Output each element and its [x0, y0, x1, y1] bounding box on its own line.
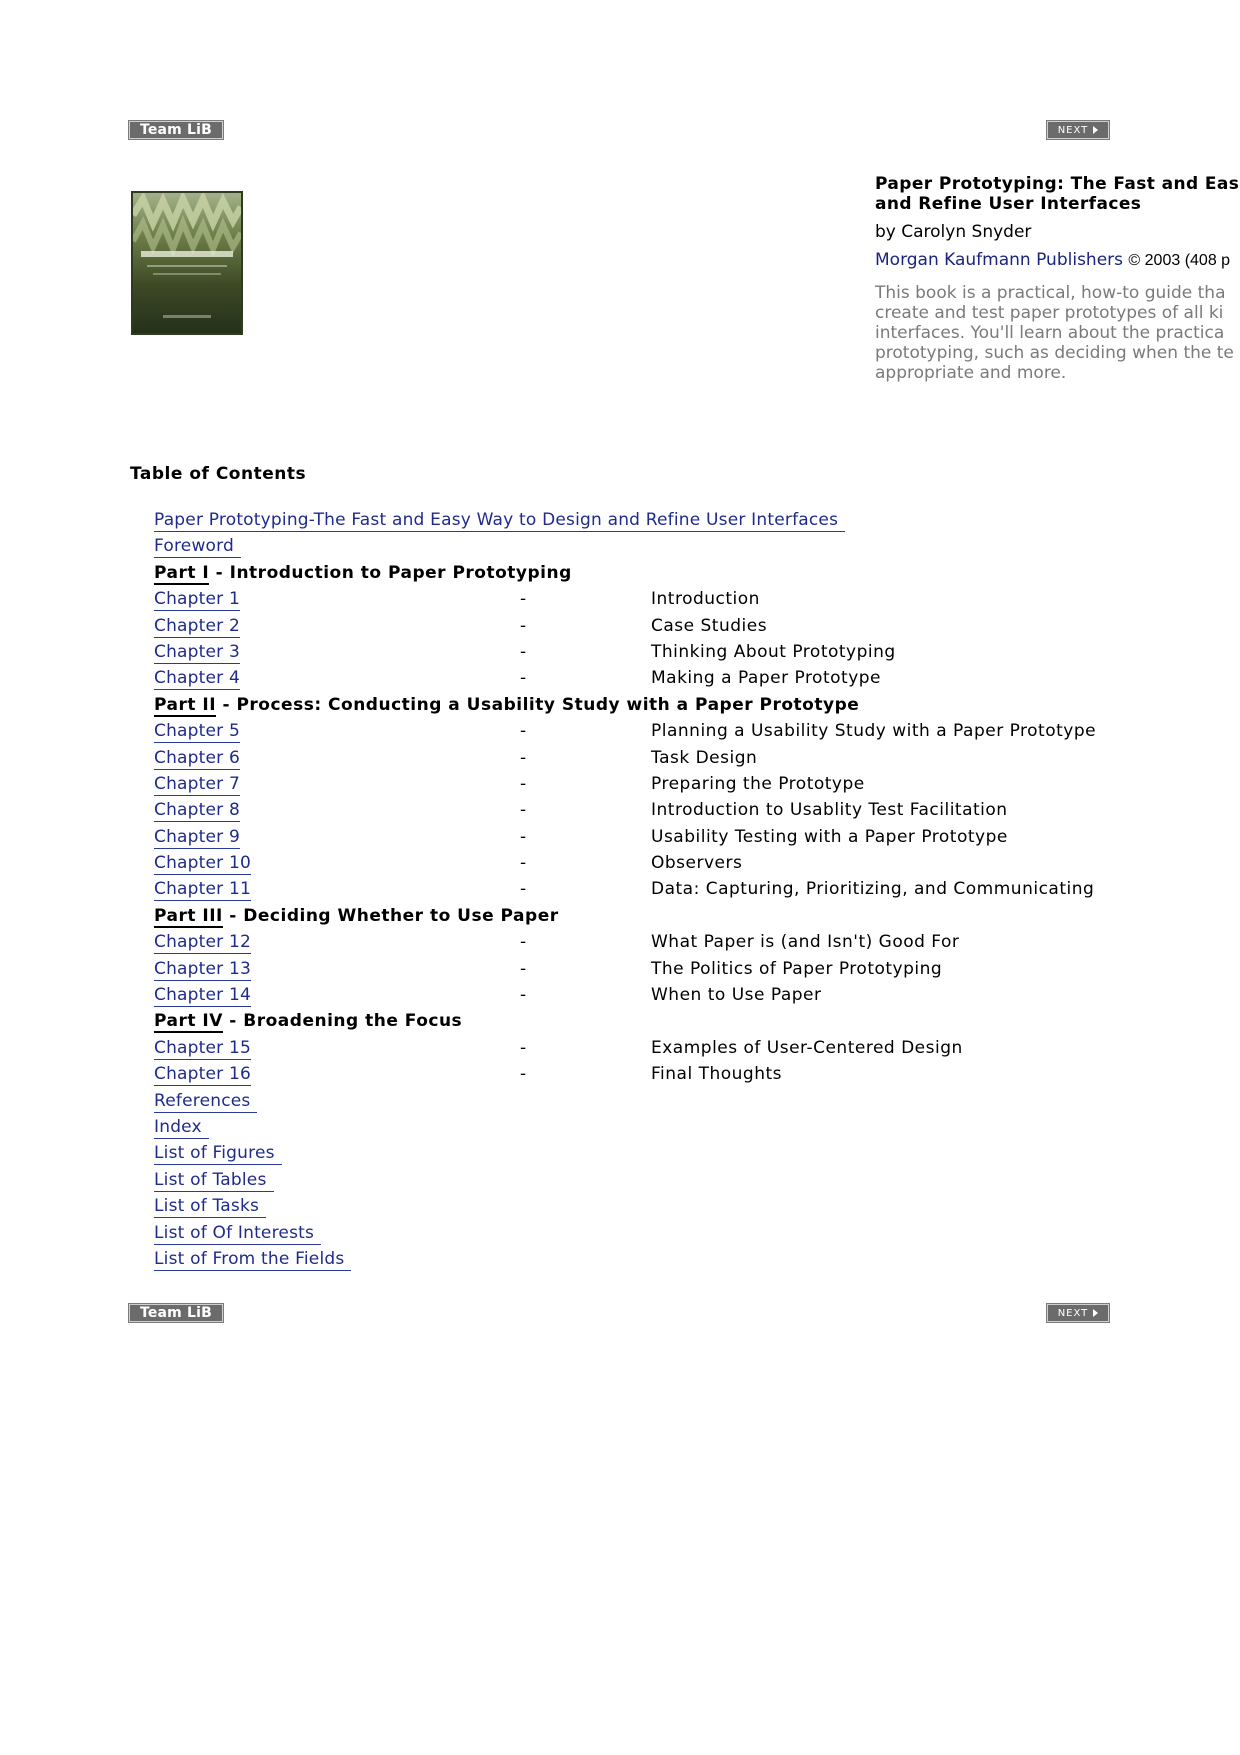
toc-dash: - [520, 773, 527, 794]
toc-chapter-title: Preparing the Prototype [651, 773, 865, 794]
toc-chapter-link[interactable]: Chapter 2 [154, 615, 240, 636]
toc-chapter-link[interactable]: Chapter 4 [154, 668, 240, 689]
toc-chapter-title: Examples of User-Centered Design [651, 1037, 963, 1058]
toc-chapter-row [154, 1036, 1154, 1062]
toc-chapter-link[interactable]: Chapter 13 [154, 958, 252, 979]
toc-dash: - [520, 615, 527, 636]
toc-link-list-of-tasks[interactable]: List of Tasks [154, 1196, 266, 1218]
team-lib-button-bottom[interactable] [128, 1303, 224, 1323]
toc-part-row [154, 1009, 1154, 1035]
toc-dash: - [520, 853, 527, 874]
toc-chapter-row [154, 587, 1154, 613]
toc-chapter-title: Observers [651, 853, 743, 874]
book-cover-image [131, 191, 243, 335]
toc-chapter-title: Planning a Usability Study with a Paper Prototype [651, 721, 1097, 742]
toc-chapter-link[interactable]: Chapter 5 [154, 721, 240, 742]
toc-part-link[interactable]: Part II [154, 694, 217, 715]
team-lib-label: Team LiB [139, 122, 213, 138]
toc-dash: - [520, 668, 527, 689]
toc-chapter-row [154, 1062, 1154, 1088]
toc-chapter-row [154, 825, 1154, 851]
cover-art-icon [133, 193, 241, 333]
book-author: by Carolyn Snyder [875, 222, 1032, 242]
toc-chapter-title: Introduction to Usablity Test Facilitation [651, 800, 1008, 821]
toc-dash: - [520, 721, 527, 742]
toc-dash: - [520, 641, 527, 662]
toc-chapter-title: Final Thoughts [651, 1064, 783, 1085]
toc-row [154, 1168, 1154, 1194]
description-line: appropriate and more. [875, 363, 1067, 383]
toc-chapter-title: Thinking About Prototyping [651, 641, 896, 662]
toc-dash: - [520, 879, 527, 900]
toc-row [154, 1194, 1154, 1220]
toc-chapter-title: Introduction [651, 589, 760, 610]
next-button-bottom[interactable] [1046, 1303, 1110, 1323]
toc-chapter-link[interactable]: Chapter 14 [154, 985, 252, 1006]
description-line: This book is a practical, how-to guide tha [875, 283, 1226, 303]
next-label: NEXT [1057, 124, 1089, 136]
toc-chapter-title: What Paper is (and Isn't) Good For [651, 932, 960, 953]
toc-row [154, 534, 1154, 560]
toc-link-book-title[interactable]: Paper Prototyping-The Fast and Easy Way to Design and Refine User Interfaces [154, 510, 845, 532]
toc-chapter-title: Data: Capturing, Prioritizing, and Communicating [651, 879, 1095, 900]
toc-part-row [154, 693, 1154, 719]
toc-chapter-row [154, 640, 1154, 666]
book-publisher-line [875, 250, 1240, 271]
toc-dash: - [520, 800, 527, 821]
toc-chapter-title: Usability Testing with a Paper Prototype [651, 826, 1008, 847]
toc-part-row [154, 904, 1154, 930]
toc-dash: - [520, 826, 527, 847]
toc-chapter-link[interactable]: Chapter 11 [154, 879, 252, 900]
book-title [875, 174, 1240, 214]
toc-chapter-link[interactable]: Chapter 16 [154, 1064, 252, 1085]
toc-link-index[interactable]: Index [154, 1117, 209, 1139]
next-arrow-icon [1093, 126, 1098, 134]
toc-list [154, 508, 1154, 1273]
toc-chapter-row [154, 772, 1154, 798]
toc-part-link[interactable]: Part III [154, 905, 223, 926]
toc-chapter-row [154, 746, 1154, 772]
toc-part-link[interactable]: Part I [154, 562, 210, 583]
toc-chapter-row [154, 983, 1154, 1009]
toc-chapter-row [154, 614, 1154, 640]
book-title-line: Paper Prototyping: The Fast and Eas [875, 174, 1240, 194]
toc-link-list-of-from-the-fields[interactable]: List of From the Fields [154, 1249, 351, 1271]
team-lib-label: Team LiB [139, 1305, 213, 1321]
toc-chapter-link[interactable]: Chapter 8 [154, 800, 240, 821]
description-line: create and test paper prototypes of all ki [875, 303, 1224, 323]
book-copyright-meta: © 2003 (408 p [1128, 252, 1231, 269]
toc-chapter-row [154, 666, 1154, 692]
toc-dash: - [520, 747, 527, 768]
toc-chapter-link[interactable]: Chapter 10 [154, 853, 252, 874]
toc-heading: Table of Contents [130, 464, 307, 484]
toc-chapter-title: Task Design [651, 747, 758, 768]
toc-chapter-row [154, 851, 1154, 877]
toc-row [154, 1089, 1154, 1115]
toc-part-title: - Deciding Whether to Use Paper [222, 905, 559, 926]
book-info [875, 174, 1240, 383]
toc-chapter-link[interactable]: Chapter 15 [154, 1037, 252, 1058]
toc-dash: - [520, 958, 527, 979]
toc-chapter-link[interactable]: Chapter 9 [154, 826, 240, 847]
toc-link-list-of-of-interests[interactable]: List of Of Interests [154, 1223, 321, 1245]
toc-link-list-of-figures[interactable]: List of Figures [154, 1143, 282, 1165]
toc-row [154, 1115, 1154, 1141]
toc-chapter-row [154, 798, 1154, 824]
book-title-line: and Refine User Interfaces [875, 194, 1142, 214]
team-lib-button-top[interactable] [128, 120, 224, 140]
toc-chapter-link[interactable]: Chapter 6 [154, 747, 240, 768]
toc-chapter-row [154, 877, 1154, 903]
toc-chapter-title: Case Studies [651, 615, 768, 636]
toc-link-foreword[interactable]: Foreword [154, 536, 241, 558]
toc-chapter-title: Making a Paper Prototype [651, 668, 882, 689]
toc-dash: - [520, 932, 527, 953]
toc-part-link[interactable]: Part IV [154, 1011, 223, 1032]
toc-row [154, 1221, 1154, 1247]
toc-chapter-link[interactable]: Chapter 7 [154, 773, 240, 794]
toc-chapter-title: When to Use Paper [651, 985, 822, 1006]
toc-chapter-row [154, 719, 1154, 745]
toc-chapter-row [154, 957, 1154, 983]
publisher-link[interactable]: Morgan Kaufmann Publishers [875, 250, 1124, 270]
toc-chapter-link[interactable]: Chapter 3 [154, 641, 240, 662]
toc-chapter-link[interactable]: Chapter 12 [154, 932, 252, 953]
next-label: NEXT [1057, 1307, 1089, 1319]
toc-chapter-title: The Politics of Paper Prototyping [651, 958, 943, 979]
toc-chapter-link[interactable]: Chapter 1 [154, 589, 240, 610]
toc-chapter-row [154, 930, 1154, 956]
next-button-top[interactable] [1046, 120, 1110, 140]
toc-dash: - [520, 1064, 527, 1085]
toc-part-row [154, 561, 1154, 587]
description-line: interfaces. You'll learn about the practica [875, 323, 1225, 343]
toc-link-references[interactable]: References [154, 1091, 257, 1113]
toc-row [154, 1141, 1154, 1167]
toc-part-title: - Process: Conducting a Usability Study with a Paper Prototype [216, 694, 860, 715]
toc-part-title: - Broadening the Focus [222, 1011, 463, 1032]
book-description [875, 283, 1240, 383]
description-line: prototyping, such as deciding when the te [875, 343, 1234, 363]
toc-dash: - [520, 589, 527, 610]
toc-dash: - [520, 985, 527, 1006]
toc-link-list-of-tables[interactable]: List of Tables [154, 1170, 274, 1192]
toc-dash: - [520, 1037, 527, 1058]
toc-row [154, 1247, 1154, 1273]
toc-row [154, 508, 1154, 534]
toc-part-title: - Introduction to Paper Prototyping [209, 562, 572, 583]
next-arrow-icon [1093, 1309, 1098, 1317]
